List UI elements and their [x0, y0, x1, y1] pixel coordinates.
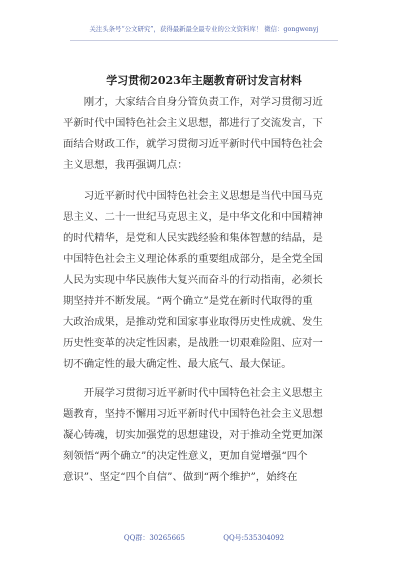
- footer-contacts: [0, 533, 408, 543]
- paragraph-3: [63, 383, 353, 488]
- header-divider: [70, 40, 338, 41]
- paragraph-line: 刻领悟“两个确立”的决定性意义，更加自觉增强“四个: [63, 450, 308, 462]
- paragraph-line: 平新时代中国特色社会主义思想，都进行了交流发言，下: [63, 117, 323, 129]
- paragraph-line: 凝心铸魂，切实加强党的思想建设，对于推动全党更加深: [63, 429, 323, 441]
- paragraph-line: 历史性变革的决定性因素，是战胜一切艰难险阻、应对一: [63, 337, 323, 349]
- paragraph-2: [63, 186, 353, 375]
- footer-qq-number: QQ号:535304092: [223, 534, 285, 542]
- header-banner: 关注头条号“公文研究”，获得最新最全最专业的公文资料库！ 微信：gongwenyj: [89, 25, 319, 33]
- paragraph-line: 中国特色社会主义理论体系的重要组成部分，是全党全国: [63, 253, 323, 265]
- paragraph-1: [63, 92, 353, 176]
- paragraph-line: 切不确定性的最大确定性、最大底气、最大保证。: [63, 358, 292, 370]
- paragraph-line: 刚才，大家结合自身分管负责工作，对学习贯彻习近: [63, 96, 323, 108]
- document-title: 学习贯彻2023年主题教育研讨发言材料: [106, 74, 302, 87]
- paragraph-line: 思主义、二十一世纪马克思主义，是中华文化和中国精神: [63, 211, 323, 223]
- paragraph-line: 期坚持并不断发展。“两个确立”是党在新时代取得的重: [63, 295, 313, 307]
- footer-qq-group: QQ群：30265665: [123, 534, 185, 542]
- paragraph-line: 面结合财政工作，就学习贯彻习近平新时代中国特色社会: [63, 138, 323, 150]
- paragraph-line: 的时代精华，是党和人民实践经验和集体智慧的结晶，是: [63, 232, 323, 244]
- paragraph-line: 大政治成果，是推动党和国家事业取得历史性成就、发生: [63, 316, 323, 328]
- paragraph-line: 意识”、坚定“四个自信”、做到“两个维护”，始终在: [63, 471, 298, 483]
- paragraph-line: 主义思想，我再强调几点：: [63, 159, 188, 171]
- paragraph-line: 习近平新时代中国特色社会主义思想是当代中国马克: [63, 190, 323, 202]
- paragraph-line: 人民为实现中华民族伟大复兴而奋斗的行动指南，必须长: [63, 274, 323, 286]
- paragraph-line: 题教育，坚持不懈用习近平新时代中国特色社会主义思想: [63, 408, 323, 420]
- paragraph-line: 开展学习贯彻习近平新时代中国特色社会主义思想主: [63, 387, 323, 399]
